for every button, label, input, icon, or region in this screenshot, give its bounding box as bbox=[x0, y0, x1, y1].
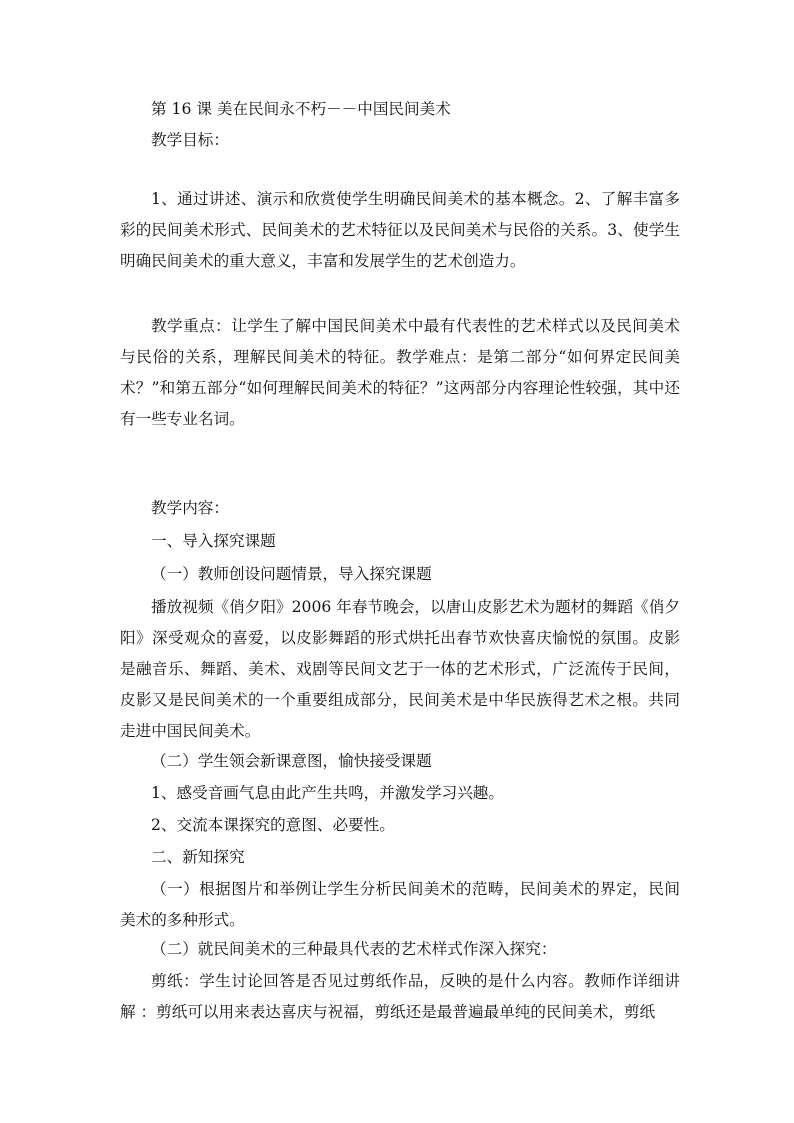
section-2-subsection-2-heading: （二）就民间美术的三种最具代表的艺术样式作深入探究： bbox=[151, 940, 557, 958]
objectives-heading: 教学目标： bbox=[151, 131, 229, 149]
section-2-heading: 二、新知探究 bbox=[151, 848, 245, 866]
subsection-2-heading: （二）学生领会新课意图，愉快接受课题 bbox=[151, 752, 432, 770]
section-2-subsection-1-paragraph: （一）根据图片和举例让学生分析民间美术的范畴，民间美术的界定，民间美术的多种形式。 bbox=[120, 880, 680, 929]
subsection-1-heading: （一）教师创设问题情景，导入探究课题 bbox=[151, 565, 432, 583]
objectives-paragraph: 1、通过讲述、演示和欣赏使学生明确民间美术的基本概念。2、了解丰富多彩的民间美术形式、民间美术的艺术特征以及民间美术与民俗的关系。3、使学生明确民间美术的重大意义，丰富和发展学生的艺术创造力。 bbox=[120, 190, 680, 270]
section-1-heading: 一、导入探究课题 bbox=[151, 532, 276, 550]
key-points-paragraph: 教学重点：让学生了解中国民间美术中最有代表性的艺术样式以及民间美术与民俗的关系，理解民间美术的特征。教学难点：是第二部分“如何界定民间美术？”和第五部分“如何理解民间美术的特征？”这两部分内容理论性较强，其中还有一些专业名词。 bbox=[120, 317, 680, 428]
content-heading: 教学内容： bbox=[151, 499, 229, 517]
papercut-paragraph: 剪纸：学生讨论回答是否见过剪纸作品，反映的是什么内容。教师作详细讲解 ：剪纸可以用来表达喜庆与祝福，剪纸还是最普遍最单纯的民间美术，剪纸 bbox=[120, 972, 680, 1021]
list-item-2: 2、交流本课探究的意图、必要性。 bbox=[151, 816, 395, 834]
lesson-title: 第 16 课 美在民间永不朽－－中国民间美术 bbox=[151, 100, 451, 118]
subsection-1-paragraph: 播放视频《俏夕阳》2006 年春节晚会，以唐山皮影艺术为题材的舞蹈《俏夕阳》深受观众的喜爱，以皮影舞蹈的形式烘托出春节欢快喜庆愉悦的氛围。皮影是融音乐、舞蹈、美术、戏剧等民间文艺于一体的艺术形式，广泛流传于民间，皮影又是民间美术的一个重要组成部分，民间美术是中华民族得艺术之根。共同走进中国民间美术。 bbox=[120, 598, 680, 740]
list-item-1: 1、感受音画气息由此产生共鸣，并激发学习兴趣。 bbox=[151, 784, 504, 802]
